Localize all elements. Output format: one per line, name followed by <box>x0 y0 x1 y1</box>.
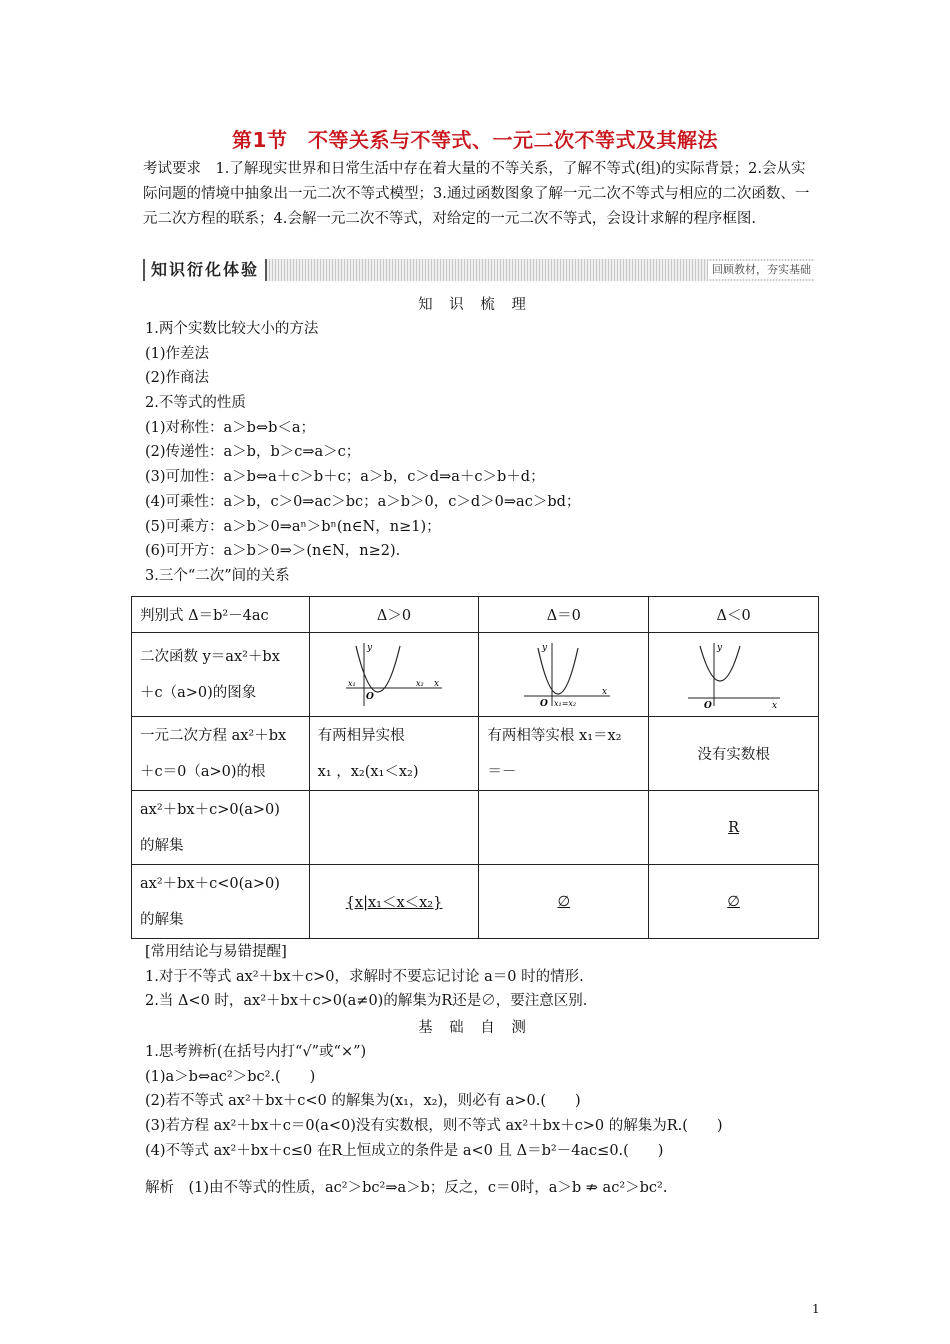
table-cell: ∅ <box>649 865 819 939</box>
cell-line: 有两相等实根 x₁＝x₂ <box>487 727 622 744</box>
tip-line: 1.对于不等式 ax²＋bx＋c>0，求解时不要忘记讨论 a＝0 时的情形. <box>145 968 584 985</box>
selftest-line: (4)不等式 ax²＋bx＋c≤0 在R上恒成立的条件是 a<0 且 Δ＝b²－4ac≤0.( ) <box>145 1142 664 1159</box>
knowledge-line: (3)可加性：a＞b⇔a＋c＞b＋c；a＞b，c＞d⇒a＋c＞b＋d； <box>145 469 545 486</box>
parabola-double-root-graph <box>514 638 614 708</box>
table-row-label <box>132 865 310 939</box>
root-label-double: x₁=x₂ <box>553 698 576 708</box>
table-cell: ∅ <box>479 865 649 939</box>
table-header-cell: Δ＞0 <box>309 597 479 633</box>
axis-label-x: x <box>771 700 777 708</box>
label-line: ＋c＝0（a>0)的根 <box>140 763 266 780</box>
section-heading-selftest: 基 础 自 测 <box>418 1020 532 1036</box>
origin-label: O <box>366 691 374 702</box>
table-row-label <box>132 633 310 717</box>
knowledge-list <box>145 317 825 589</box>
tips-block <box>145 940 825 1014</box>
analysis-block <box>145 1176 825 1201</box>
table-cell: {x|x₁＜x＜x₂} <box>309 865 479 939</box>
knowledge-line: (1)对称性：a＞b⇔b＜a； <box>145 419 316 436</box>
root-label-x1: x₁ <box>348 678 356 688</box>
exam-requirements: 考试要求 1.了解现实世界和日常生活中存在着大量的不等关系，了解不等式(组)的实际背景；2.会从实际问题的情境中抽象出一元二次不等式模型；3.通过函数图象了解一元二次不等式与相应的二次函数、一元二次方程的联系；4.会解一元二次不等式，对给定的一元二次不等式，会设计求解的程序框图. <box>143 161 810 227</box>
graph-two-roots <box>309 633 479 717</box>
graph-no-root <box>649 633 819 717</box>
axis-label-x: x <box>434 678 440 689</box>
section-banner <box>143 259 815 281</box>
label-line: 的解集 <box>140 837 184 854</box>
selftest-line: 1.思考辨析(在括号内打“√”或“×”) <box>145 1044 367 1060</box>
table-header-cell: 判别式 Δ＝b²－4ac <box>132 597 310 633</box>
parabola-no-root-graph <box>684 638 784 708</box>
table-cell: 没有实数根 <box>649 717 819 791</box>
table-cell <box>309 791 479 865</box>
label-line: ax²＋bx＋c<0(a>0) <box>140 875 280 892</box>
axis-label-y: y <box>367 642 373 653</box>
table-row <box>132 717 819 791</box>
selftest-line: (1)a＞b⇔ac²＞bc².( ) <box>145 1068 316 1085</box>
banner-subtitle: 回顾教材，夯实基础 <box>708 261 815 279</box>
knowledge-line: 3.三个“二次”间的关系 <box>145 567 290 584</box>
table-cell <box>479 717 649 791</box>
banner-title: 知识衍化体验 <box>143 259 267 281</box>
label-line: 二次函数 y＝ax²＋bx <box>140 648 280 665</box>
origin-label: O <box>703 700 712 708</box>
analysis-line: 解析 (1)由不等式的性质，ac²＞bc²⇒a＞b；反之，c＝0时，a＞b ⇏ ac²＞bc². <box>145 1180 668 1196</box>
knowledge-line: (2)作商法 <box>145 370 210 387</box>
cell-line: 有两相异实根 <box>317 727 405 744</box>
tips-heading: [常用结论与易错提醒] <box>145 944 287 960</box>
knowledge-line: (4)可乘性：a＞b，c＞0⇒ac＞bc；a＞b＞0，c＞d＞0⇒ac＞bd； <box>145 493 581 510</box>
table-header-cell: Δ＜0 <box>649 597 819 633</box>
knowledge-line: (5)可乘方：a＞b＞0⇒aⁿ＞bⁿ(n∈N，n≥1)； <box>145 518 441 535</box>
tip-line: 2.当 Δ<0 时，ax²＋bx＋c>0(a≠0)的解集为R还是∅，要注意区别. <box>145 993 588 1010</box>
axis-label-y: y <box>716 642 722 653</box>
knowledge-line: 2.不等式的性质 <box>145 395 246 412</box>
selftest-line: (3)若方程 ax²＋bx＋c＝0(a<0)没有实数根，则不等式 ax²＋bx＋c>0 的解集为R.( ) <box>145 1118 723 1135</box>
knowledge-line: 1.两个实数比较大小的方法 <box>145 321 319 337</box>
table-cell <box>309 717 479 791</box>
label-line: ax²＋bx＋c>0(a>0) <box>140 801 280 818</box>
table-cell <box>479 791 649 865</box>
cell-line: x₁ ，x₂(x₁＜x₂) <box>317 763 419 780</box>
table-row-label <box>132 717 310 791</box>
quadratic-relations-table <box>131 596 819 939</box>
graph-double-root <box>479 633 649 717</box>
knowledge-line: (1)作差法 <box>145 345 210 362</box>
page-number: 1 <box>812 1302 820 1316</box>
label-line: ＋c（a>0)的图象 <box>140 684 257 701</box>
page-title: 第1节 不等关系与不等式、一元二次不等式及其解法 <box>232 128 718 152</box>
root-label-x2: x₂ <box>416 678 424 688</box>
table-row <box>132 865 819 939</box>
origin-label: O <box>539 698 548 708</box>
selftest-line: (2)若不等式 ax²＋bx＋c<0 的解集为(x₁，x₂)，则必有 a>0.( ) <box>145 1093 581 1110</box>
axis-label-x: x <box>601 686 607 697</box>
label-line: 的解集 <box>140 911 184 928</box>
table-row <box>132 597 819 633</box>
table-cell: R <box>649 791 819 865</box>
parabola-two-roots-graph <box>344 638 444 708</box>
label-line: 一元二次方程 ax²＋bx <box>140 727 287 744</box>
cell-line: ＝－ <box>487 763 517 780</box>
table-row <box>132 633 819 717</box>
table-row-label <box>132 791 310 865</box>
knowledge-line: (2)传递性：a＞b，b＞c⇒a＞c； <box>145 444 361 461</box>
table-header-cell: Δ＝0 <box>479 597 649 633</box>
knowledge-line: (6)可开方：a＞b＞0⇒＞(n∈N，n≥2). <box>145 543 401 560</box>
table-row <box>132 791 819 865</box>
axis-label-y: y <box>541 642 547 653</box>
selftest-list <box>145 1040 825 1163</box>
section-heading-knowledge: 知 识 梳 理 <box>418 297 532 313</box>
